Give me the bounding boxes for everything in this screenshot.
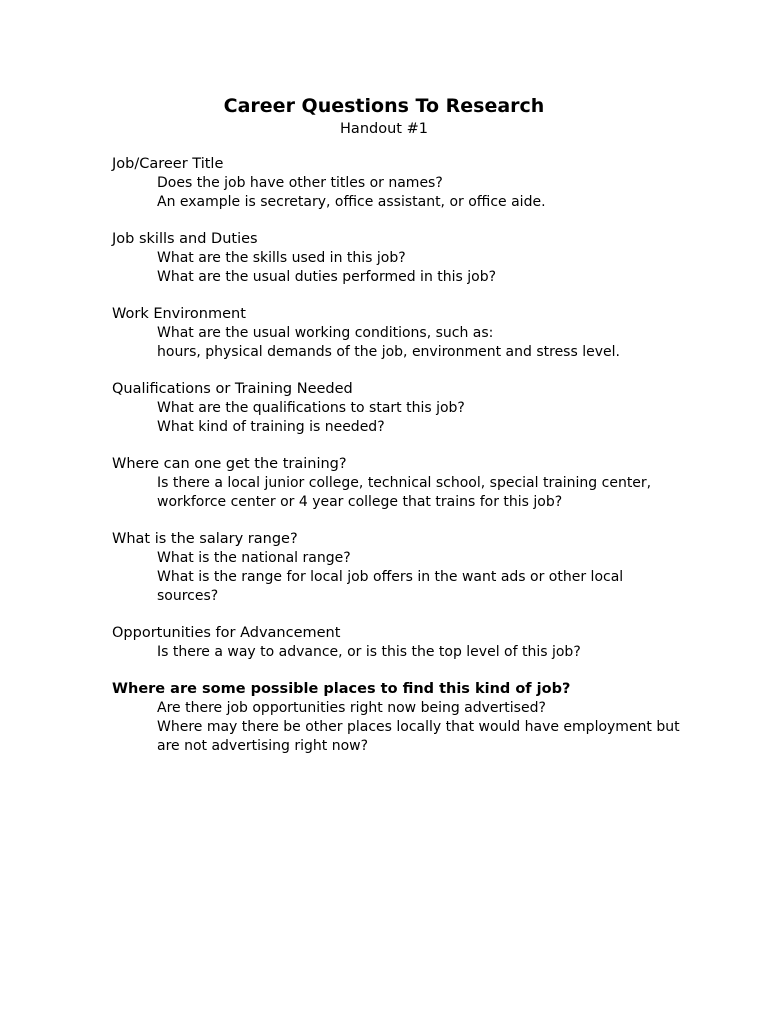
- section-job-skills-duties: [112, 230, 732, 287]
- section-training-location: [112, 455, 732, 512]
- question-line: An example is secretary, office assistant, or office aide.: [157, 194, 546, 210]
- question-line: What are the skills used in this job?: [157, 250, 406, 266]
- section-heading: Qualifications or Training Needed: [112, 381, 353, 397]
- question-line: What are the qualifications to start this job?: [157, 400, 465, 416]
- question-line: workforce center or 4 year college that trains for this job?: [157, 494, 563, 510]
- section-job-career-title: [112, 155, 732, 212]
- question-line: hours, physical demands of the job, environment and stress level.: [157, 344, 620, 360]
- section-work-environment: [112, 305, 732, 362]
- section-heading: Work Environment: [112, 306, 246, 322]
- question-line: are not advertising right now?: [157, 738, 369, 754]
- section-heading: Where can one get the training?: [112, 456, 347, 472]
- section-salary-range: [112, 530, 732, 606]
- question-line: Does the job have other titles or names?: [157, 175, 443, 191]
- section-places-to-find-job: [112, 680, 732, 756]
- section-advancement: [112, 624, 732, 662]
- document-title: Career Questions To Research: [223, 95, 545, 117]
- section-heading: Where are some possible places to find this kind of job?: [112, 681, 571, 697]
- question-line: Where may there be other places locally that would have employment but: [157, 719, 680, 735]
- question-line: What are the usual duties performed in this job?: [157, 269, 497, 285]
- question-line: Is there a local junior college, technical school, special training center,: [157, 475, 652, 491]
- section-heading: Job/Career Title: [112, 156, 224, 172]
- section-qualifications-training: [112, 380, 732, 437]
- question-line: Is there a way to advance, or is this the top level of this job?: [157, 644, 581, 660]
- question-line: What kind of training is needed?: [157, 419, 385, 435]
- section-heading: Job skills and Duties: [112, 231, 258, 247]
- document-subtitle: Handout #1: [340, 121, 428, 137]
- question-line: What is the range for local job offers in the want ads or other local: [157, 569, 624, 585]
- section-heading: Opportunities for Advancement: [112, 625, 341, 641]
- question-line: What are the usual working conditions, such as:: [157, 325, 494, 341]
- question-line: sources?: [157, 588, 219, 604]
- question-line: Are there job opportunities right now being advertised?: [157, 700, 546, 716]
- question-line: What is the national range?: [157, 550, 351, 566]
- section-heading: What is the salary range?: [112, 531, 298, 547]
